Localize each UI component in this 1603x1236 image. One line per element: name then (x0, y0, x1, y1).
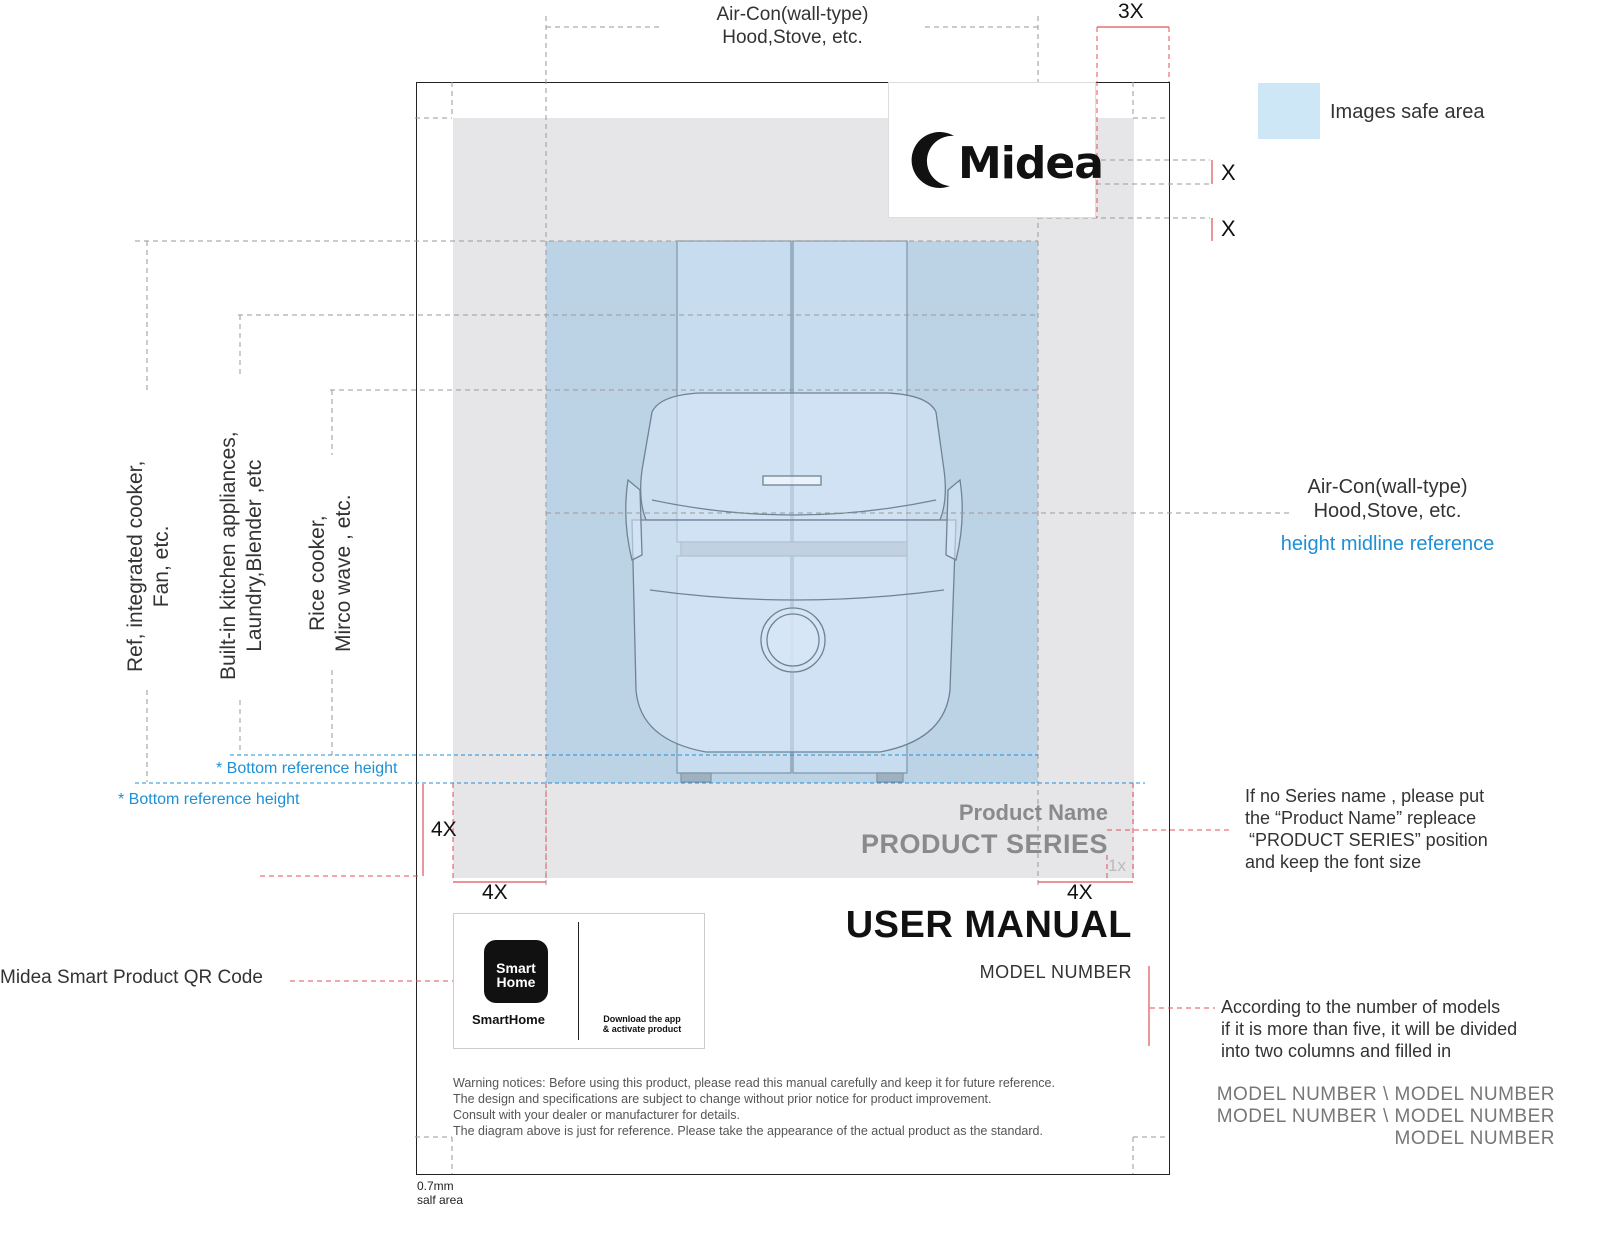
model-list-row: MODEL NUMBER (1394, 1128, 1555, 1149)
vertical-label-group1 (123, 461, 176, 672)
height-midline-note: height midline reference (1280, 533, 1495, 555)
bottom-ref-outer-label: * Bottom reference height (118, 791, 300, 808)
top-label-line1: Air-Con(wall-type) (716, 4, 869, 25)
models-note-line: if it is more than five, it will be divided (1221, 1019, 1518, 1039)
model-number-list (1217, 1084, 1555, 1150)
warning-line: The design and specifications are subject to change without prior notice for product improvement. (453, 1092, 992, 1106)
right-label-line1: Air-Con(wall-type) (1307, 476, 1468, 498)
series-note-line: the “Product Name” repleace (1245, 808, 1477, 828)
app-icon-line1: Smart (496, 960, 536, 976)
measure-4x-bottom-left: 4X (482, 881, 508, 904)
measure-x-1: X (1221, 160, 1236, 185)
user-manual-title: USER MANUAL (845, 904, 1132, 946)
series-note-line: If no Series name , please put (1245, 786, 1485, 806)
vertical-label-group3-line1: Rice cooker, (306, 515, 329, 632)
safe-area-swatch (1258, 83, 1320, 139)
measure-3x: 3X (1118, 0, 1144, 23)
vertical-label-group1-line2: Fan, etc. (150, 525, 174, 608)
series-note-line: and keep the font size (1245, 852, 1422, 872)
top-label (660, 4, 925, 50)
qr-code-label: Midea Smart Product QR Code (0, 967, 263, 988)
series-note-line: “PRODUCT SERIES” position (1249, 830, 1488, 850)
app-icon-line2: Home (496, 974, 536, 990)
model-number: MODEL NUMBER (979, 962, 1132, 982)
measure-4x-left: 4X (431, 818, 457, 841)
warning-line: The diagram above is just for reference. Please take the appearance of the actual product as the standard. (453, 1124, 1043, 1138)
models-note-line: According to the number of models (1221, 997, 1501, 1017)
smarthome-app-name: SmartHome (472, 1012, 545, 1027)
warning-line: Warning notices: Before using this product, please read this manual carefully and keep it for future reference. (453, 1076, 1055, 1090)
measure-x-2: X (1221, 216, 1236, 241)
right-label (1250, 475, 1525, 556)
qr-caption-line1: Download the app (603, 1014, 681, 1024)
footnote-line1: 0.7mm (417, 1179, 454, 1193)
vertical-label-group1-line1: Ref, integrated cooker, (124, 460, 147, 672)
series-note (1245, 785, 1488, 873)
vertical-label-group2 (216, 431, 269, 680)
safe-area-legend-label: Images safe area (1330, 101, 1485, 123)
measure-4x-bottom-right: 4X (1067, 881, 1093, 904)
product-name: Product Name (958, 800, 1108, 825)
qr-caption (597, 1014, 687, 1034)
measure-1x: 1x (1108, 856, 1126, 875)
right-label-line2: Hood,Stove, etc. (1313, 500, 1462, 522)
brand-logo-text: Midea (958, 138, 1103, 189)
midea-swoosh-icon (910, 128, 962, 194)
footnote-line2: salf area (417, 1193, 464, 1207)
models-note-line: into two columns and filled in (1221, 1041, 1452, 1061)
models-note (1221, 996, 1517, 1062)
model-list-row: MODEL NUMBER \ MODEL NUMBER (1216, 1084, 1555, 1105)
vertical-label-group3 (305, 494, 358, 652)
qr-caption-line2: & activate product (602, 1024, 682, 1034)
smarthome-app-icon-text (484, 961, 548, 989)
rice-cooker-illustration (626, 393, 963, 752)
safe-area-footnote (417, 1179, 463, 1207)
top-label-line2: Hood,Stove, etc. (722, 26, 863, 48)
vertical-label-group2-line1: Built-in kitchen appliances, (217, 431, 240, 680)
product-series: PRODUCT SERIES (860, 829, 1108, 859)
bottom-ref-inner-label: * Bottom reference height (216, 760, 398, 777)
warning-notice (453, 1075, 1055, 1139)
vertical-label-group3-line2: Mirco wave , etc. (332, 494, 356, 652)
warning-line: Consult with your dealer or manufacturer for details. (453, 1108, 740, 1122)
vertical-label-group2-line2: Laundry,Blender ,etc (243, 459, 267, 652)
qr-divider (578, 922, 579, 1040)
model-list-row: MODEL NUMBER \ MODEL NUMBER (1216, 1106, 1555, 1127)
